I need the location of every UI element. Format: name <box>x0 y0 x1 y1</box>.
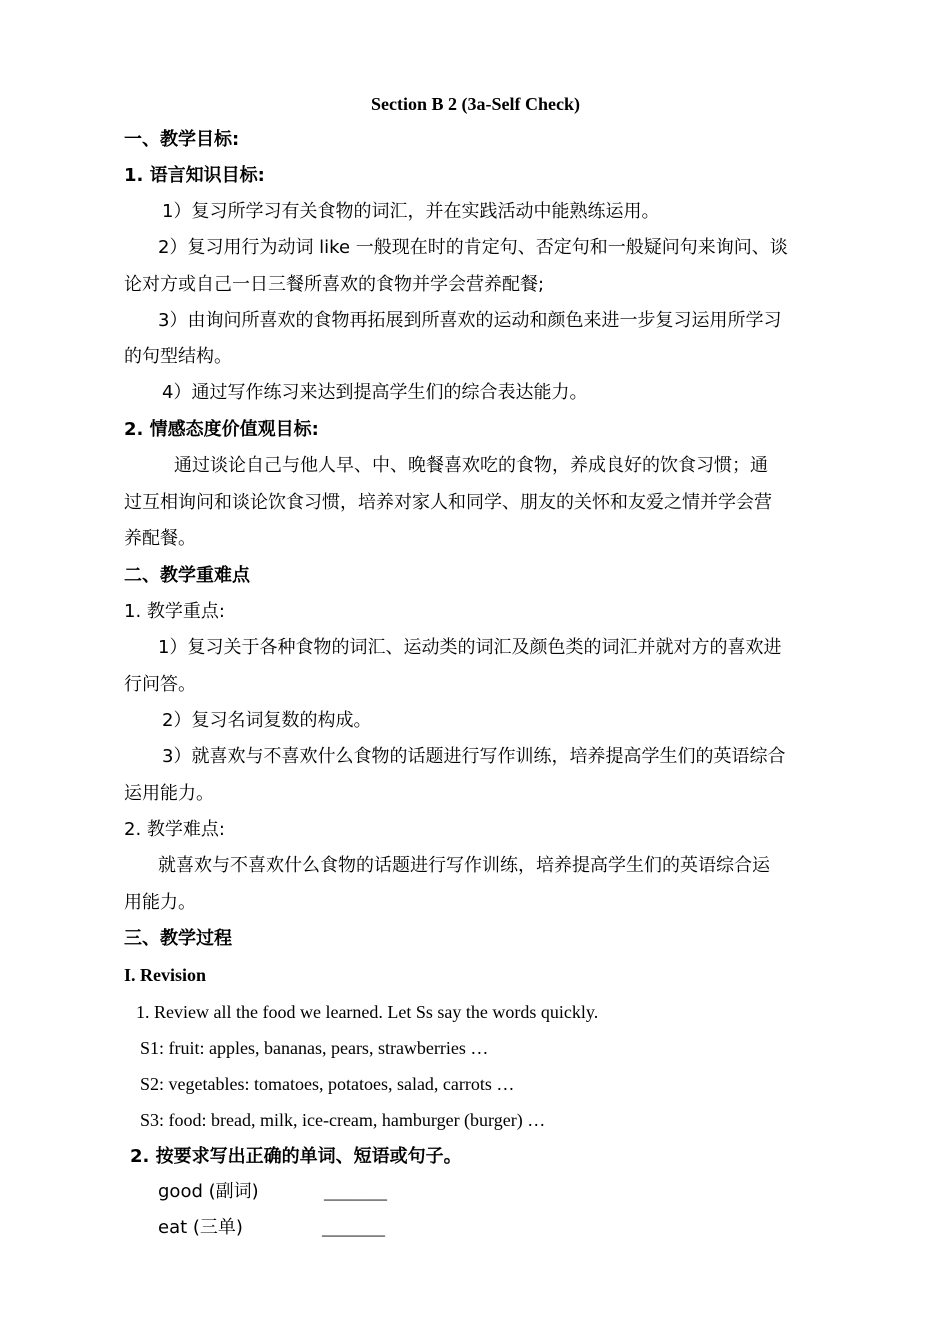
exercise-word-1: good (副词) <box>158 1181 259 1202</box>
exercise-blank-2[interactable]: _______ <box>322 1218 385 1238</box>
exercise-blank-1[interactable]: _______ <box>324 1182 387 1202</box>
task2-heading: 2. 按要求写出正确的单词、短语或句子。 <box>130 1146 462 1167</box>
document-title: Section B 2 (3a-Self Check) <box>371 94 580 114</box>
section1-sub2-heading: 2. 情感态度价值观目标: <box>124 419 319 440</box>
attitude-line-3: 养配餐。 <box>124 528 196 549</box>
revision-line-2: S1: fruit: apples, bananas, pears, strawberries … <box>140 1038 489 1058</box>
difficult-points-heading: 2. 教学难点: <box>124 819 225 840</box>
revision-line-4: S3: food: bread, milk, ice-cream, hamburger (burger) … <box>140 1110 546 1130</box>
objective-item-2-cont: 论对方或自己一日三餐所喜欢的食物并学会营养配餐; <box>124 274 545 295</box>
objective-item-3-cont: 的句型结构。 <box>124 346 232 367</box>
key-point-2: 2）复习名词复数的构成。 <box>162 710 372 731</box>
key-points-heading: 1. 教学重点: <box>124 601 225 622</box>
difficult-line-1: 就喜欢与不喜欢什么食物的话题进行写作训练，培养提高学生们的英语综合运 <box>158 855 770 876</box>
objective-item-3: 3）由询问所喜欢的食物再拓展到所喜欢的运动和颜色来进一步复习运用所学习 <box>158 310 782 331</box>
attitude-line-2: 过互相询问和谈论饮食习惯，培养对家人和同学、朋友的关怀和友爱之情并学会营 <box>124 492 772 513</box>
key-point-3-cont: 运用能力。 <box>124 783 214 804</box>
revision-line-1: 1. Review all the food we learned. Let Ss say the words quickly. <box>136 1002 599 1022</box>
section1-sub1-heading: 1. 语言知识目标: <box>124 165 265 186</box>
key-point-1: 1）复习关于各种食物的词汇、运动类的词汇及颜色类的词汇并就对方的喜欢进 <box>158 637 782 658</box>
difficult-line-2: 用能力。 <box>124 892 196 913</box>
attitude-line-1: 通过谈论自己与他人早、中、晚餐喜欢吃的食物，养成良好的饮食习惯；通 <box>174 455 768 476</box>
exercise-word-2: eat (三单) <box>158 1217 243 1238</box>
revision-heading: I. Revision <box>124 965 207 985</box>
key-point-3: 3）就喜欢与不喜欢什么食物的话题进行写作训练，培养提高学生们的英语综合 <box>162 746 786 767</box>
key-point-1-cont: 行问答。 <box>124 674 196 695</box>
objective-item-1: 1）复习所学习有关食物的词汇，并在实践活动中能熟练运用。 <box>162 201 660 222</box>
section3-heading: 三、教学过程 <box>124 928 232 949</box>
section2-heading: 二、教学重难点 <box>124 565 250 586</box>
revision-line-3: S2: vegetables: tomatoes, potatoes, salad, carrots … <box>140 1074 515 1094</box>
objective-item-4: 4）通过写作练习来达到提高学生们的综合表达能力。 <box>162 382 588 403</box>
objective-item-2: 2）复习用行为动词 like 一般现在时的肯定句、否定句和一般疑问句来询问、谈 <box>158 237 788 258</box>
section1-heading: 一、教学目标: <box>124 129 240 150</box>
